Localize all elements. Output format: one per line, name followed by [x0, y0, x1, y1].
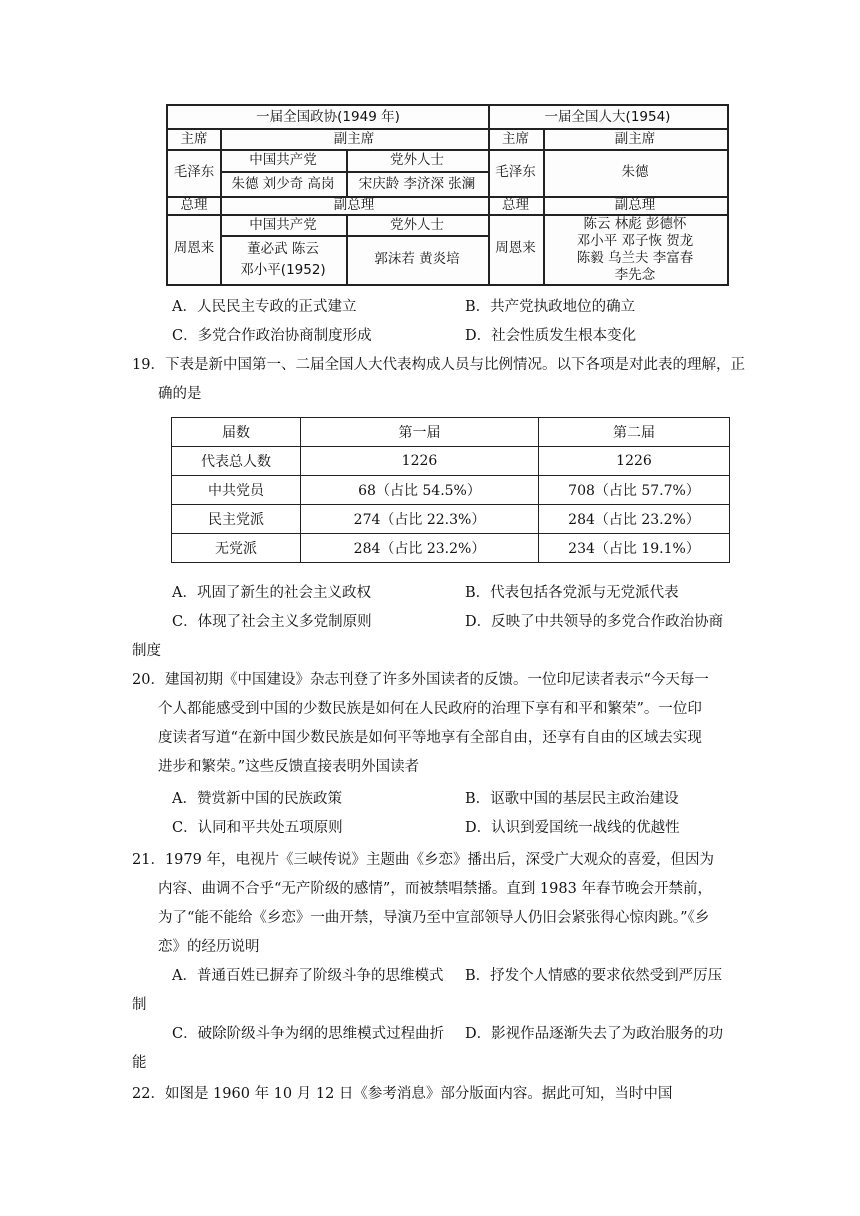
cppcc-vice-premier-label: 副总理: [333, 197, 375, 213]
table-cell: 234（占比 19.1%）: [539, 534, 730, 563]
table-cell: 284（占比 23.2%）: [539, 505, 730, 534]
npc-vp-2: 邓小平 邓子恢 贺龙: [576, 233, 694, 249]
cppcc-vp-cpc-label: 中国共产党: [249, 217, 317, 233]
q20-option-a: A．赞赏新中国的民族政策: [172, 791, 342, 807]
cppcc-non-party-vice: 宋庆龄 李济深 张澜: [358, 176, 476, 192]
q19-option-b: B．代表包括各党派与无党派代表: [465, 585, 679, 601]
q19-stem-2: 确的是: [158, 386, 202, 402]
scanned-table-figure: [166, 104, 729, 286]
npc-vp-1: 陈云 林彪 彭德怀: [583, 216, 687, 232]
table-row: [172, 447, 730, 476]
table-cell: 708（占比 57.7%）: [539, 476, 730, 505]
table-cell: 284（占比 23.2%）: [301, 534, 539, 563]
cppcc-vp-non-party: 郭沫若 黄炎培: [374, 251, 460, 267]
q20-stem-4: 进步和繁荣。”这些反馈直接表明外国读者: [158, 759, 420, 775]
q19-option-a: A．巩固了新生的社会主义政权: [172, 585, 371, 601]
table-header-cell: 第二届: [539, 418, 730, 447]
q21-option-b-wrap: 制: [132, 997, 147, 1013]
q18-option-d: D．社会性质发生根本变化: [465, 328, 637, 344]
cppcc-cpc-vice: 朱德 刘少奇 高岗: [231, 176, 335, 192]
cppcc-chairman-name: 毛泽东: [173, 164, 215, 180]
cppcc-premier-label: 总理: [180, 197, 208, 213]
q21-option-d-wrap: 能: [132, 1055, 147, 1071]
q19-option-d-wrap: 制度: [132, 643, 161, 659]
q20-option-d: D．认识到爱国统一战线的优越性: [465, 820, 680, 836]
npc-chairman-label: 主席: [502, 131, 529, 147]
q21-stem-3: 为了“能不能给《乡恋》一曲开禁，导演乃至中宣部领导人仍旧会紧张得心惊肉跳。”《乡: [158, 910, 710, 926]
npc-vice-chairman-label: 副主席: [614, 131, 656, 147]
q21-stem-2: 内容、曲调不合乎“无产阶级的感情”，而被禁唱禁播。直到 1983 年春节晚会开禁前，: [158, 881, 712, 897]
q18-option-a: A．人民民主专政的正式建立: [172, 299, 357, 315]
npc-premier-name: 周恩来: [495, 240, 536, 256]
table-cell: 代表总人数: [172, 447, 301, 476]
q22-stem-1: 22．如图是 1960 年 10 月 12 日《参考消息》部分版面内容。据此可知，当时中国: [132, 1086, 673, 1102]
table-cell: 无党派: [172, 534, 301, 563]
cppcc-vice-chairman-label: 副主席: [333, 131, 375, 147]
cppcc-vp-cpc-2: 邓小平(1952): [240, 262, 326, 278]
table-cell: 中共党员: [172, 476, 301, 505]
q20-option-b: B．讴歌中国的基层民主政治建设: [465, 791, 679, 807]
cppcc-vp-cpc-1: 董必武 陈云: [247, 241, 319, 257]
q20-stem-2: 个人都能感受到中国的少数民族是如何在人民政府的治理下享有和平和繁荣”。一位印: [158, 701, 702, 717]
npc-chairman-name: 毛泽东: [495, 164, 536, 180]
cppcc-premier-name: 周恩来: [173, 240, 215, 256]
q21-stem-4: 恋》的经历说明: [158, 939, 260, 955]
table-header-cell: 届数: [172, 418, 301, 447]
cppcc-vp-non-party-label: 党外人士: [390, 217, 444, 233]
cppcc-title: 一届全国政协(1949 年): [256, 109, 400, 125]
q20-stem-3: 度读者写道“在新中国少数民族是如何平等地享有全部自由，还享有自由的区域去实现: [158, 730, 702, 746]
q18-option-b: B．共产党执政地位的确立: [465, 299, 636, 315]
npc-vice-name: 朱德: [621, 164, 649, 180]
q18-option-c: C．多党合作政治协商制度形成: [172, 328, 372, 344]
npc-vice-premier-label: 副总理: [614, 197, 656, 213]
npc-vp-4: 李先念: [614, 267, 656, 283]
table-row: [172, 534, 730, 563]
npc-vp-3: 陈毅 乌兰夫 李富春: [576, 250, 694, 266]
q21-stem-1: 21．1979 年，电视片《三峡传说》主题曲《乡恋》播出后，深受广大观众的喜爱，但因为: [132, 852, 714, 868]
q19-data-table: [171, 417, 730, 563]
table-cell: 民主党派: [172, 505, 301, 534]
q20-option-c: C．认同和平共处五项原则: [172, 820, 343, 836]
q19-option-c: C．体现了社会主义多党制原则: [172, 614, 372, 630]
q20-stem-1: 20．建国初期《中国建设》杂志刊登了许多外国读者的反馈。一位印尼读者表示“今天每一: [132, 672, 709, 688]
table-row: [172, 476, 730, 505]
cppcc-non-party-label: 党外人士: [390, 152, 444, 168]
npc-premier-label: 总理: [502, 197, 529, 213]
table-cell: 1226: [301, 447, 539, 476]
q19-option-d: D．反映了中共领导的多党合作政治协商: [465, 614, 724, 630]
cppcc-chairman-label: 主席: [180, 131, 208, 147]
q19-stem-1: 19．下表是新中国第一、二届全国人大代表构成人员与比例情况。以下各项是对此表的理解，正: [132, 357, 745, 373]
table-cell: 274（占比 22.3%）: [301, 505, 539, 534]
cppcc-cpc-label: 中国共产党: [249, 152, 317, 168]
table-header-row: [172, 418, 730, 447]
table-row: [172, 505, 730, 534]
table-cell: 68（占比 54.5%）: [301, 476, 539, 505]
q21-option-a: A．普通百姓已摒弃了阶级斗争的思维模式: [172, 968, 444, 984]
q21-option-b: B．抒发个人情感的要求依然受到严厉压: [465, 968, 723, 984]
table-cell: 1226: [539, 447, 730, 476]
table-header-cell: 第一届: [301, 418, 539, 447]
q21-option-d: D．影视作品逐渐失去了为政治服务的功: [465, 1026, 724, 1042]
npc-title: 一届全国人大(1954): [544, 109, 671, 125]
q21-option-c: C．破除阶级斗争为纲的思维模式过程曲折: [172, 1026, 445, 1042]
